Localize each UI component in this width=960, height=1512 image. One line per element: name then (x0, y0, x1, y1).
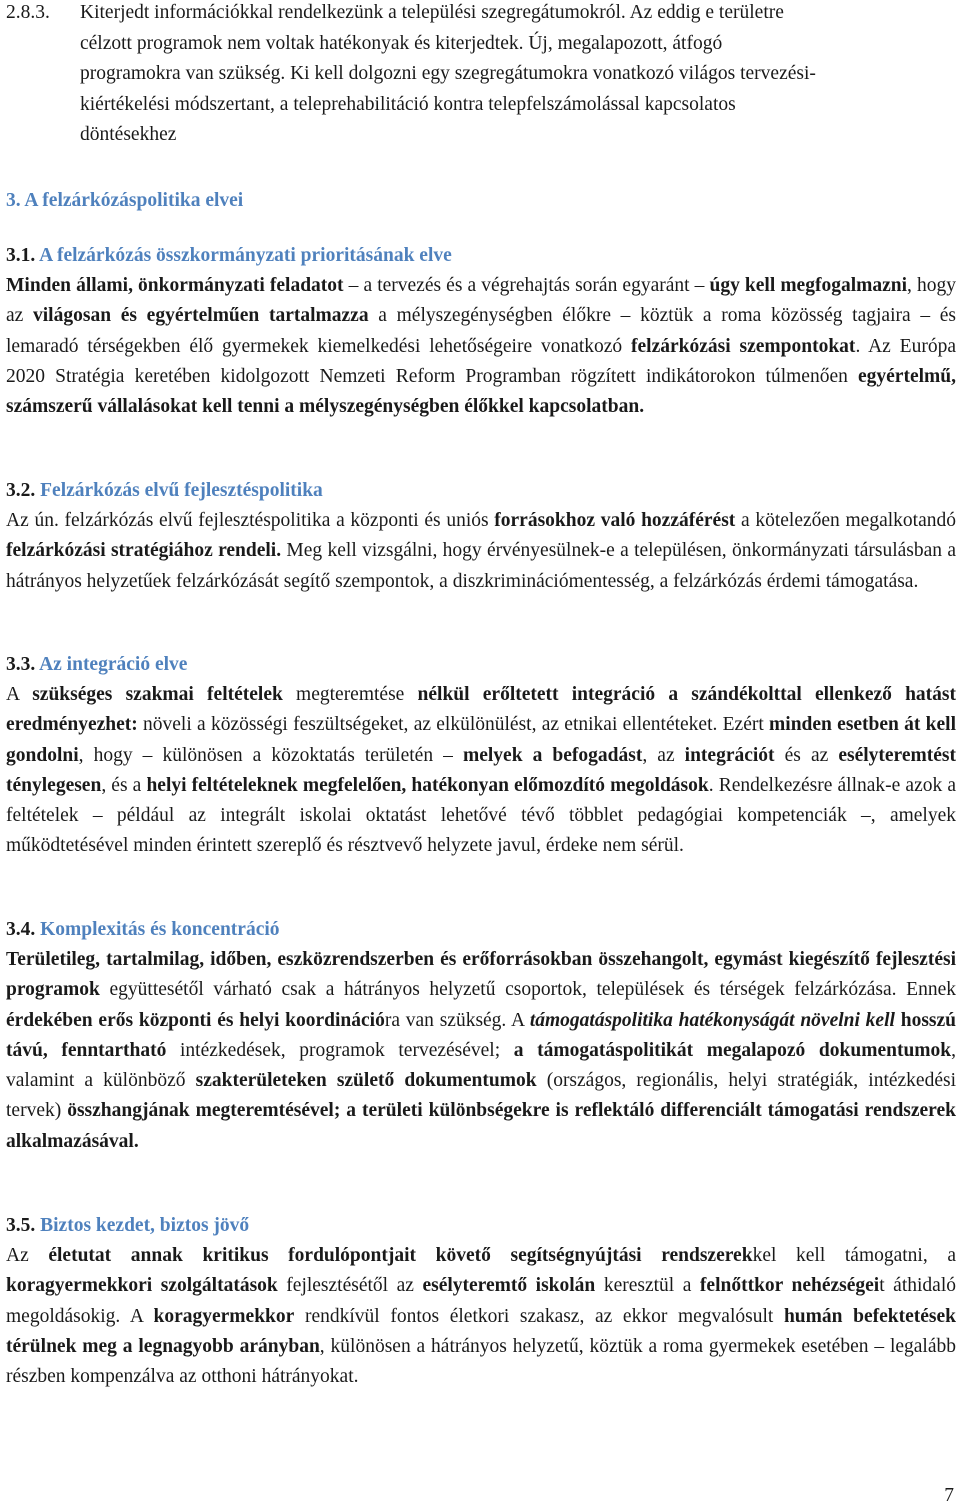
intro-line-4: kiértékelési módszertant, a teleprehabilitáció kontra telepfelszámolással kapcsolatos (80, 93, 736, 115)
section-3-4-heading (6, 915, 280, 945)
text-run: és az (774, 744, 839, 766)
section-3-2-title: Felzárkózás elvű fejlesztéspolitika (40, 480, 323, 501)
text-run: minden esetben át kell gondolni (6, 714, 957, 766)
text-run: humán befektetések térülnek meg a legnagyobb arányban (6, 1305, 956, 1357)
intro-line-1: Kiterjedt információkkal rendelkezünk a települési szegregátumokról. Az eddig e területre (80, 2, 784, 23)
intro-line-3: programokra van szükség. Ki kell dolgozni egy szegregátumokra vonatkozó világos tervezési- (80, 63, 816, 84)
text-run: koragyermekkori szolgáltatások (6, 1275, 278, 1297)
text-run: növeli a közösségi feszültségeket, az elkülönülést, az etnikai ellentéteket. Ezért (137, 714, 770, 736)
page-number: 7 (944, 1485, 954, 1506)
text-run: rendkívül fontos életkori szakasz, az ekkor megvalósult (294, 1305, 784, 1327)
text-run: ra van szükség. A (384, 1009, 530, 1031)
section-3-1-title: A felzárkózás összkormányzati prioritásának elve (39, 245, 452, 266)
text-run: , valamint a különböző (6, 1039, 956, 1092)
section-3-4-number: 3.4. (6, 919, 36, 940)
text-run: – a tervezés és a végrehajtás során egyaránt – (343, 275, 710, 296)
section-3-2-number: 3.2. (6, 480, 36, 501)
text-run: esélyteremtő iskolán (422, 1275, 596, 1297)
text-run: Az ún. felzárkózás elvű fejlesztéspolitika a központi és uniós (6, 510, 495, 531)
section-3-heading: 3. A felzárkózáspolitika elvei (6, 190, 244, 211)
text-run: fejlesztésétől az (277, 1275, 423, 1297)
text-run: Területileg, tartalmilag, időben, eszközrendszerben és erőforrásokban összehangolt, egymást kiegészítő fejlesztési programok (6, 949, 956, 1001)
text-run: , az (642, 744, 685, 766)
section-3-4-title: Komplexitás és koncentráció (40, 919, 280, 940)
intro-line-5: döntésekhez (80, 124, 177, 145)
text-run: a mélyszegénységben élőkre – köztük a roma közösség tagjaira – és lemaradó térségekben élő gyermekek kiemelkedési lehetőségeire vonatkozó (6, 305, 957, 357)
text-run: esélyteremtést ténylegesen (6, 744, 956, 796)
section-3-1-body (6, 271, 956, 422)
section-3-2-body (6, 506, 956, 597)
text-run: (országos, regionális, helyi stratégiák, intézkedési tervek) (6, 1070, 956, 1122)
section-3-5-title: Biztos kezdet, biztos jövő (40, 1215, 250, 1236)
text-run: érdekében erős központi és helyi koordináció (6, 1009, 385, 1031)
section-3-3-title: Az integráció elve (39, 654, 188, 675)
text-run: felzárkózási szempontokat (631, 335, 856, 357)
text-run: helyi feltételeknek megfelelően, hatékonyan előmozdító megoldások (146, 774, 709, 796)
text-run: felnőttkor nehézségei (699, 1275, 880, 1297)
text-run: Minden állami, önkormányzati feladatot (6, 275, 344, 296)
text-run: . Rendelkezésre állnak-e azok a feltételek – például az integrált iskolai oktatást lehetővé tévő többlet pedagógiai kompetenciák –, amelyek működtetésével minden érintett szereplő és résztvevő helyzete javul, érdeke nem sérül. (6, 774, 957, 857)
section-3-3-number: 3.3. (6, 654, 36, 675)
text-run: forrásokhoz való hozzáférést (494, 510, 736, 531)
text-run: szakterületeken születő dokumentumok (195, 1070, 537, 1092)
text-run: , különösen a hátrányos helyzetű, köztük a roma gyermekek esetében – legalább részben kompenzálva az otthoni hátrányokat. (6, 1335, 957, 1388)
section-3-4-body (6, 945, 956, 1157)
section-3-3-body (6, 680, 956, 862)
text-run: egyértelmű, számszerű vállalásokat kell tenni a mélyszegénységben élőkkel kapcsolatban. (6, 365, 956, 418)
text-run: felzárkózási stratégiához rendeli. (6, 540, 282, 562)
text-run: keresztül a (595, 1275, 700, 1297)
intro-number: 2.8.3. (6, 2, 50, 23)
text-run: t áthidaló megoldásokig. A (6, 1275, 956, 1327)
text-run: Az (6, 1245, 49, 1266)
text-run: a kötelezően megalkotandó (735, 510, 956, 531)
section-3-3-heading (6, 650, 187, 680)
section-3-1-number: 3.1. (6, 245, 36, 266)
section-3-5-heading (6, 1211, 249, 1241)
text-run: összhangjának megteremtésével; a területi különbségekre is reflektáló differenciált támogatási rendszerek alkalmazásával. (6, 1100, 956, 1152)
text-run: , és a (101, 774, 147, 796)
section-3-5-body (6, 1241, 956, 1392)
text-run: A (6, 684, 33, 705)
text-run: Meg kell vizsgálni, hogy érvényesülnek-e a településen, önkormányzati társulásban a hátrányos helyzetűek felzárkózását segítő szempontok, a diszkriminációmentesség, a felzárkózás érdemi támogatása. (6, 540, 956, 592)
text-run: , hogy – különösen a közoktatás területén – (78, 744, 463, 766)
text-run: melyek a befogadást (462, 744, 643, 766)
intro-line-2: célzott programok nem voltak hatékonyak és kiterjedtek. Új, megalapozott, átfogó (80, 32, 723, 54)
section-3-2-heading (6, 476, 323, 506)
section-3-5-number: 3.5. (6, 1215, 36, 1236)
text-run: , hogy az (6, 275, 957, 327)
text-run: úgy kell megfogalmazni (709, 275, 908, 296)
text-run: világosan és egyértelműen tartalmazza (33, 305, 369, 327)
text-run: integrációt (684, 744, 775, 766)
intro-paragraph (6, 0, 946, 151)
text-run: kel kell támogatni, a (752, 1245, 956, 1266)
text-run: együttesétől várható csak a hátrányos helyzetű csoportok, települések és térségek felzárkózása. Ennek (99, 979, 956, 1001)
text-run: koragyermekkor (153, 1305, 295, 1327)
text-run: megteremtése (282, 684, 418, 705)
text-run: nélkül erőltetett integráció a szándékolttal ellenkező hatást eredményezhet: (6, 684, 957, 736)
text-run: támogatáspolitika hatékonyságát növelni kell (529, 1009, 895, 1031)
section-3-1-heading (6, 241, 452, 271)
text-run: a támogatáspolitikát megalapozó dokumentumok (513, 1039, 952, 1061)
text-run: hosszú távú, fenntartható (6, 1009, 957, 1061)
text-run: . Az Európa 2020 Stratégia keretében kidolgozott Nemzeti Reform Programban rögzített indikátorokon túlmenően (6, 335, 956, 387)
text-run: életutat annak kritikus fordulópontjait követő segítségnyújtási rendszerek (48, 1245, 753, 1266)
text-run: szükséges szakmai feltételek (32, 684, 283, 705)
text-run: intézkedések, programok tervezésével; (166, 1039, 514, 1061)
